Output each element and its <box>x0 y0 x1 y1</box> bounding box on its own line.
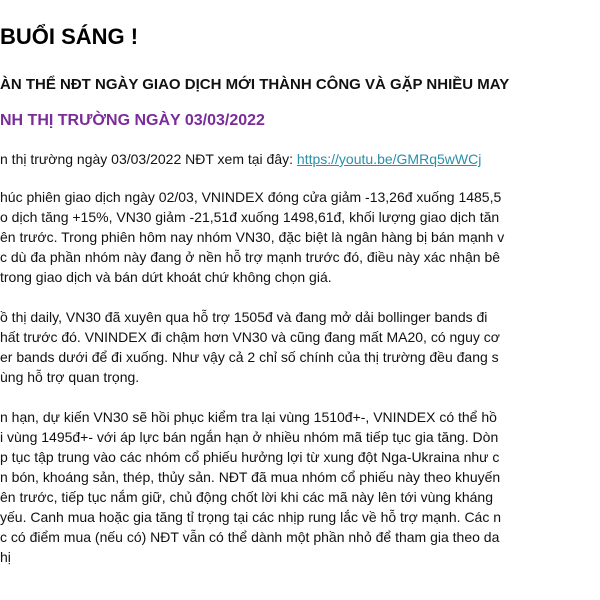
video-link[interactable]: https://youtu.be/GMRq5wWCj <box>296 151 482 167</box>
paragraph-2-line-3: er bands dưới để đi xuống. Như vậy cả 2 chỉ số chính của thị trường đều đang s <box>0 349 499 365</box>
paragraph-3-line-8: hị <box>0 549 11 565</box>
paragraph-1-line-4: c dù đa phần nhóm này đang ở nền hỗ trợ mạnh trước đó, điều này xác nhận bê <box>0 249 501 265</box>
paragraph-1-line-3: ên trước. Trong phiên hôm nay nhóm VN30, đặc biệt là ngân hàng bị bán mạnh v <box>0 229 505 245</box>
paragraph-3-line-7: c có điểm mua (nếu có) NĐT vẫn có thể dành một phần nhỏ để tham gia theo da <box>0 529 500 545</box>
wish-subheading: ÀN THỂ NĐT NGÀY GIAO DỊCH MỚI THÀNH CÔNG VÀ GẶP NHIỀU MAY <box>0 76 510 93</box>
paragraph-3-line-1: n hạn, dự kiến VN30 sẽ hồi phục kiểm tra lại vùng 1510đ+-, VNINDEX có thể hồ <box>0 409 497 425</box>
paragraph-1-line-5: trong giao dịch và bán dứt khoát chứ không chọn giá. <box>0 269 332 285</box>
paragraph-1-line-1: húc phiên giao dịch ngày 02/03, VNINDEX đóng cửa giảm -13,26đ xuống 1485,5 <box>0 189 502 205</box>
paragraph-3-line-5: ên trước, tiếp tục nắm giữ, chủ động chốt lời khi các mã này lên tới vùng kháng <box>0 489 493 505</box>
video-line-text: n thị trường ngày 03/03/2022 NĐT xem tại đây: <box>0 151 297 167</box>
greeting-heading: BUỔI SÁNG ! <box>0 24 139 49</box>
paragraph-3-line-6: yếu. Canh mua hoặc gia tăng tỉ trọng tại các nhịp rung lắc về hỗ trợ mạnh. Các n <box>0 509 502 525</box>
paragraph-3-line-4: n bón, khoáng sản, thép, thủy sản. NĐT đã mua nhóm cổ phiếu này theo khuyến <box>0 469 501 485</box>
video-line <box>0 150 481 168</box>
report-title: NH THỊ TRƯỜNG NGÀY 03/03/2022 <box>0 112 265 129</box>
paragraph-3-line-2: i vùng 1495đ+- với áp lực bán ngắn hạn ở nhiều nhóm mã tiếp tục gia tăng. Dòn <box>0 429 499 445</box>
paragraph-1-line-2: o dịch tăng +15%, VN30 giảm -21,51đ xuống 1498,61đ, khối lượng giao dịch tăn <box>0 209 500 225</box>
paragraph-2-line-1: ồ thị daily, VN30 đã xuyên qua hỗ trợ 1505đ và đang mở dải bollinger bands đi <box>0 309 488 325</box>
paragraph-3-line-3: p tục tập trung vào các nhóm cổ phiếu hưởng lợi từ xung đột Nga-Ukraina như c <box>0 449 500 465</box>
paragraph-2-line-4: ùng hỗ trợ quan trọng. <box>0 369 140 385</box>
paragraph-2-line-2: hất trước đó. VNINDEX đi chậm hơn VN30 và cũng đang mất MA20, có nguy cơ <box>0 329 500 345</box>
